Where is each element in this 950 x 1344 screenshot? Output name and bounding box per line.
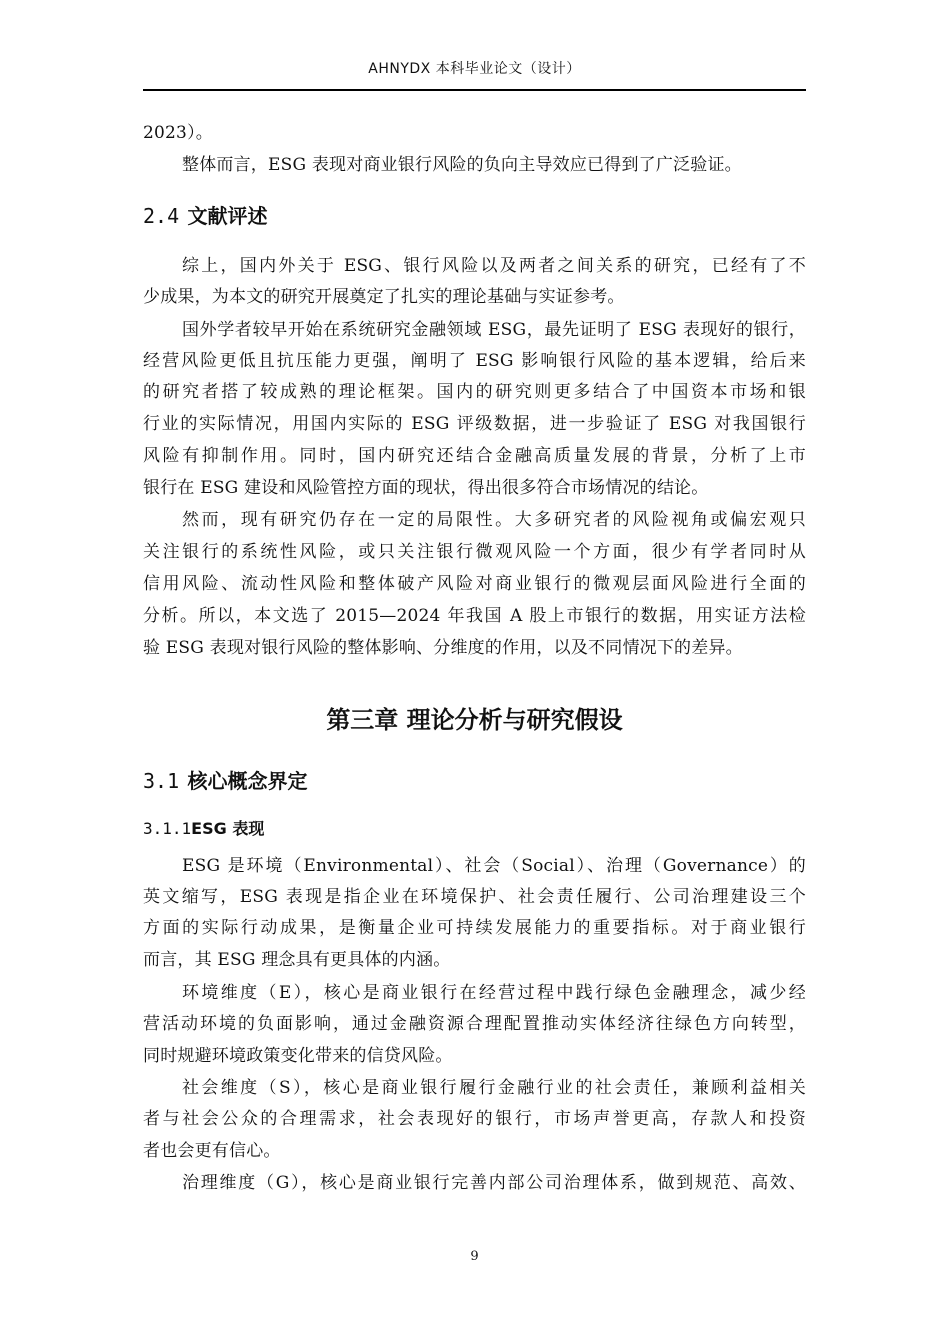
paragraph-line: 验 ESG 表现对银行风险的整体影响、分维度的作用，以及不同情况下的差异。 (143, 638, 743, 658)
paragraph-line: 而言，其 ESG 理念具有更具体的内涵。 (143, 950, 451, 970)
paragraph-line: 者与社会公众的合理需求，社会表现好的银行，市场声誉更高，存款人和投资 (143, 1109, 806, 1129)
paragraph-line: 社会维度（S），核心是商业银行履行金融行业的社会责任，兼顾利益相关 (182, 1078, 806, 1098)
paragraph-line: 国外学者较早开始在系统研究金融领域 ESG，最先证明了 ESG 表现好的银行， (182, 320, 806, 340)
paragraph-line: 营活动环境的负面影响，通过金融资源合理配置推动实体经济往绿色方向转型， (143, 1014, 806, 1034)
subsection-heading-3-1-1 (143, 818, 264, 840)
paragraph-line: 英文缩写，ESG 表现是指企业在环境保护、社会责任履行、公司治理建设三个 (143, 887, 806, 907)
page-number: 9 (470, 1249, 479, 1264)
paragraph-line: 银行在 ESG 建设和风险管控方面的现状，得出很多符合市场情况的结论。 (143, 478, 709, 498)
paragraph-line: 的研究者搭了较成熟的理论框架。国内的研究则更多结合了中国资本市场和银 (143, 382, 806, 402)
section-number: 3.1 (143, 769, 180, 793)
paragraph-line: 关注银行的系统性风险，或只关注银行微观风险一个方面，很少有学者同时从 (143, 542, 806, 562)
paragraph-line: 分析。所以，本文选了 2015—2024 年我国 A 股上市银行的数据，用实证方法检 (143, 606, 806, 626)
section-title: 核心概念界定 (187, 769, 308, 793)
paragraph-line: 治理维度（G），核心是商业银行完善内部公司治理体系，做到规范、高效、 (182, 1173, 806, 1193)
paragraph-line: 少成果，为本文的研究开展奠定了扎实的理论基础与实证参考。 (143, 287, 625, 307)
paragraph-line: 同时规避环境政策变化带来的信贷风险。 (143, 1046, 453, 1066)
subsection-number: 3.1.1 (143, 819, 192, 838)
paragraph-line: ESG 是环境（Environmental）、社会（Social）、治理（Governance）的 (182, 856, 806, 876)
paragraph-line: 2023）。 (143, 123, 213, 143)
paragraph-line: 信用风险、流动性风险和整体破产风险对商业银行的微观层面风险进行全面的 (143, 574, 806, 594)
paragraph-line: 方面的实际行动成果，是衡量企业可持续发展能力的重要指标。对于商业银行 (143, 918, 806, 938)
paragraph-line: 行业的实际情况，用国内实际的 ESG 评级数据，进一步验证了 ESG 对我国银行 (143, 414, 806, 434)
chapter-title: 第三章 理论分析与研究假设 (326, 706, 623, 734)
paragraph-line: 者也会更有信心。 (143, 1141, 281, 1161)
running-header: AHNYDX 本科毕业论文（设计） (368, 61, 581, 77)
header-rule (143, 89, 806, 91)
paragraph-line: 整体而言，ESG 表现对商业银行风险的负向主导效应已得到了广泛验证。 (182, 155, 742, 175)
paragraph-line: 综上，国内外关于 ESG、银行风险以及两者之间关系的研究，已经有了不 (182, 256, 806, 276)
paragraph-line: 经营风险更低且抗压能力更强，阐明了 ESG 影响银行风险的基本逻辑，给后来 (143, 351, 806, 371)
section-number: 2.4 (143, 204, 180, 228)
section-heading-3-1 (143, 768, 307, 794)
paragraph-line: 然而，现有研究仍存在一定的局限性。大多研究者的风险视角或偏宏观只 (182, 510, 806, 530)
paragraph-line: 风险有抑制作用。同时，国内研究还结合金融高质量发展的背景，分析了上市 (143, 446, 806, 466)
paragraph-line: 环境维度（E），核心是商业银行在经营过程中践行绿色金融理念，减少经 (182, 983, 806, 1003)
section-title: 文献评述 (187, 204, 268, 228)
subsection-title: ESG 表现 (191, 819, 265, 838)
section-heading-2-4 (143, 203, 267, 229)
